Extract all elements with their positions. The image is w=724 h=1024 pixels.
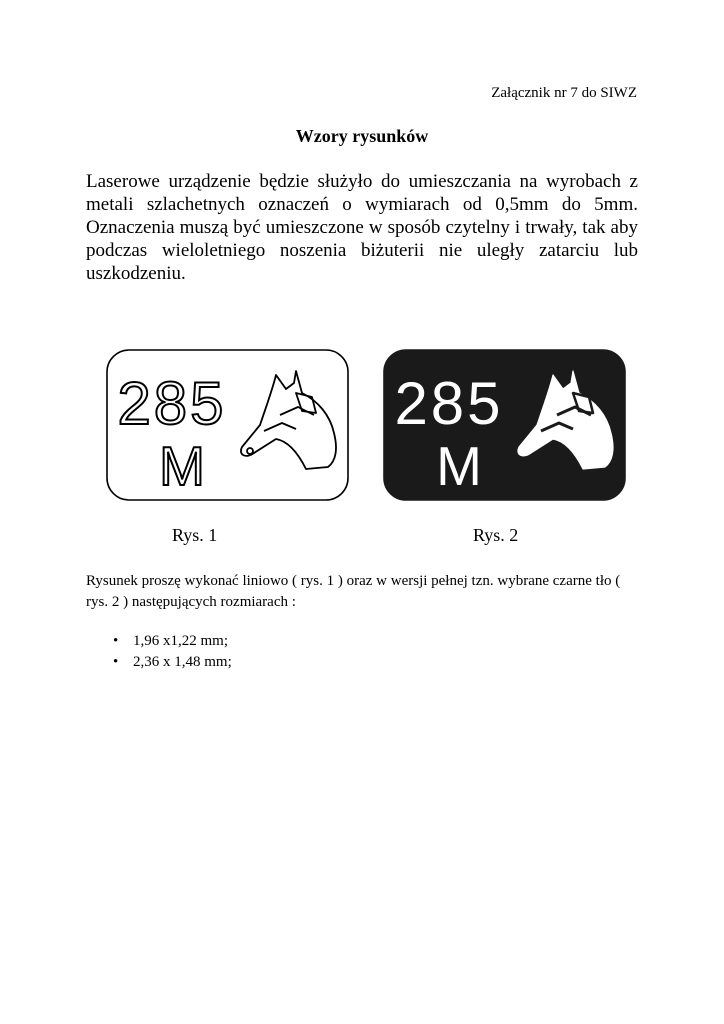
hallmark-letter-filled: M xyxy=(436,435,482,497)
figure-caption-1: Rys. 1 xyxy=(172,525,218,545)
figure-outline-mark xyxy=(106,349,349,501)
size-value: 1,96 x1,22 mm; xyxy=(133,633,229,649)
page-title: Wzory rysunków xyxy=(295,126,429,146)
hallmark-letter: M xyxy=(159,435,205,497)
size-value: 2,36 x 1,48 mm; xyxy=(133,654,232,670)
figure-caption-2: Rys. 2 xyxy=(473,525,519,545)
figure-filled-mark xyxy=(383,349,626,501)
size-list xyxy=(86,631,232,673)
intro-text: Laserowe urządzenie będzie służyło do umieszczania na wyrobach z metali szlachetnych oznaczeń o wymiarach od 0,5mm do 5mm. Oznaczenia muszą być umieszczone w sposób czytelny i trwały, tak aby podczas wieloletniego noszenia biżuterii nie uległy zatarciu lub uszkodzeniu. xyxy=(86,171,638,284)
list-item xyxy=(86,631,232,652)
hallmark-filled-svg xyxy=(383,349,626,501)
bullet-icon: • xyxy=(113,633,119,649)
intro-paragraph xyxy=(86,170,638,285)
instructions-paragraph xyxy=(86,571,646,613)
instructions-text: Rysunek proszę wykonać liniowo ( rys. 1 ) oraz w wersji pełnej tzn. wybrane czarne tło ( rys. 2 ) następujących rozmiarach : xyxy=(86,573,621,610)
annex-label: Załącznik nr 7 do SIWZ xyxy=(491,85,637,101)
hallmark-outline-svg xyxy=(106,349,349,501)
list-item xyxy=(86,652,232,673)
hallmark-number-filled: 285 xyxy=(394,370,504,437)
hallmark-number: 285 xyxy=(117,370,227,437)
bullet-icon: • xyxy=(113,654,119,670)
